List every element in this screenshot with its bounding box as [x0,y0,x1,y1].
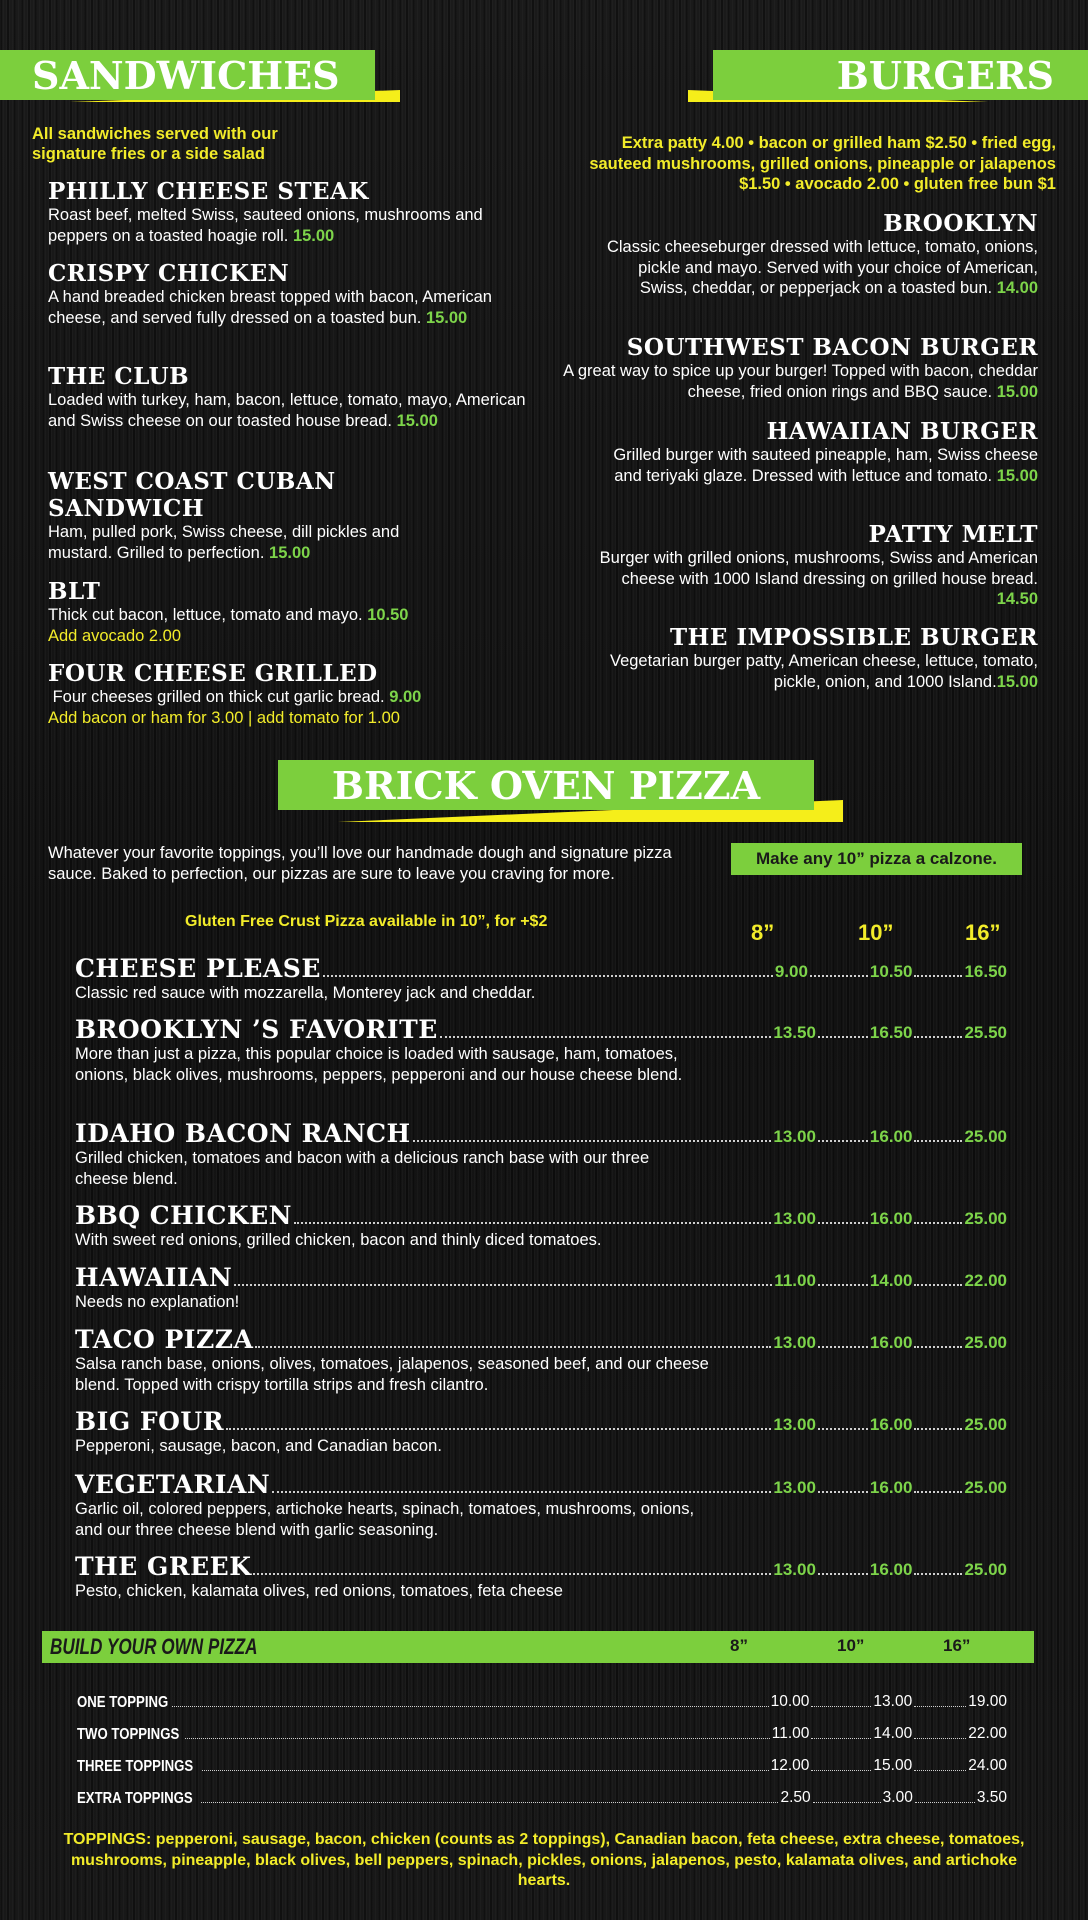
item-price: 15.00 [396,411,438,430]
byo-price-10: 13.00 [873,1693,913,1710]
item-price: 14.00 [996,279,1038,297]
pizza-item [75,1408,1007,1457]
byo-row [77,1690,1007,1712]
item-title: PHILLY CHEESE STEAK [48,178,369,205]
leader-dots [813,1802,881,1803]
byo-price-8: 2.50 [780,1789,811,1806]
pizza-desc: Garlic oil, colored peppers, artichoke hearts, spinach, tomatoes, mushrooms, onions, and our three cheese blend with garlic seasoning. [75,1500,695,1539]
byo-row [77,1722,1007,1744]
leader-dots [818,1222,868,1224]
price-10: 10.50 [869,962,913,981]
byo-price-16: 3.50 [976,1789,1007,1806]
byo-price-8: 12.00 [770,1757,810,1774]
item-desc: Ham, pulled pork, Swiss cheese, dill pickles and mustard. Grilled to perfection. 15.00 [48,523,400,562]
leader-dots [914,1140,962,1142]
item-desc: Four cheeses grilled on thick cut garlic bread. 9.00 [52,688,422,706]
leader-dots [818,1573,868,1575]
leader-dots [294,1222,771,1224]
byo-price-10: 15.00 [873,1757,913,1774]
pizza-desc: Pepperoni, sausage, bacon, and Canadian bacon. [75,1437,442,1455]
leader-dots [818,1140,868,1142]
calzone-callout: Make any 10” pizza a calzone. [731,843,1022,875]
pizza-desc: Classic red sauce with mozzarella, Monterey jack and cheddar. [75,984,536,1002]
price-8: 13.00 [773,1415,816,1434]
item-price: 15.00 [269,543,311,562]
burger-item [538,334,1038,402]
burgers-banner [688,50,1088,112]
sandwich-item [48,178,528,246]
leader-dots [202,1770,769,1771]
pizza-banner [278,760,843,824]
leader-dots [914,1706,966,1707]
byo-size-10: 10” [837,1636,865,1655]
item-addon: Add bacon or ham for 3.00 | add tomato for 1.00 [48,708,400,727]
item-price: 10.50 [367,606,409,624]
burger-item [538,624,1038,692]
item-price: 14.50 [996,590,1038,608]
leader-dots [818,1036,868,1038]
price-10: 16.00 [869,1209,913,1228]
byo-label: TWO TOPPINGS [77,1726,180,1743]
sandwiches-title: SANDWICHES [0,50,375,100]
item-price: 15.00 [996,382,1038,401]
price-16: 25.00 [964,1209,1007,1228]
price-8: 9.00 [774,962,808,981]
leader-dots [234,1284,772,1286]
size-16-header: 16” [965,920,1001,945]
byo-price-8: 10.00 [770,1693,810,1710]
pizza-item [75,1326,1007,1395]
leader-dots [914,1573,962,1575]
toppings-list: TOPPINGS: pepperoni, sausage, bacon, chicken (counts as 2 toppings), Canadian bacon, feta cheese, extra cheese, tomatoes, mushrooms, pineapple, black olives, bell peppers, spinach, pickles, onions, jalapenos, pesto, kalamata olives, and artichoke hearts. [63,1831,1025,1889]
byo-label: ONE TOPPING [77,1694,169,1711]
sandwich-item [48,660,528,728]
pizza-desc: Needs no explanation! [75,1293,240,1311]
pizza-item [75,1264,1007,1313]
price-16: 25.50 [964,1023,1007,1042]
pizza-desc: More than just a pizza, this popular choice is loaded with sausage, ham, tomatoes, onions, black olives, mushrooms, peppers, pepperoni and our house cheese blend. [75,1045,683,1084]
leader-dots [255,1346,771,1348]
leader-dots [914,1770,966,1771]
price-8: 13.50 [773,1023,816,1042]
byo-price-16: 24.00 [968,1757,1007,1774]
leader-dots [201,1802,778,1803]
item-title: HAWAIIAN BURGER [766,418,1038,445]
leader-dots [185,1738,769,1739]
burgers-title: BURGERS [713,50,1088,100]
pizza-desc: Pesto, chicken, kalamata olives, red onions, tomatoes, feta cheese [75,1582,563,1600]
price-16: 25.00 [964,1127,1007,1146]
price-10: 16.00 [869,1333,913,1352]
leader-dots [818,1346,868,1348]
size-10-header: 10” [858,920,894,945]
item-desc: A great way to spice up your burger! Topped with bacon, cheddar cheese, fried onion rings and BBQ sauce. 15.00 [563,362,1038,401]
item-title: BLT [48,578,101,605]
pizza-item [75,1120,1007,1189]
byo-price-16: 22.00 [968,1725,1007,1742]
leader-dots [811,1770,871,1771]
price-10: 16.00 [869,1560,913,1579]
sandwiches-banner [0,50,402,112]
price-16: 25.00 [964,1415,1007,1434]
leader-dots [172,1706,768,1707]
byo-row [77,1786,1007,1808]
item-desc: Loaded with turkey, ham, bacon, lettuce, tomato, mayo, American and Swiss cheese on our toasted house bread. 15.00 [48,391,526,430]
pizza-item [75,1471,1007,1540]
item-addon: Add avocado 2.00 [48,626,182,645]
leader-dots [914,975,962,977]
pizza-desc: Salsa ranch base, onions, olives, tomatoes, jalapenos, seasoned beef, and our cheese blend. Topped with crispy tortilla strips and fresh cilantro. [75,1355,709,1394]
byo-price-10: 3.00 [882,1789,913,1806]
leader-dots [818,1284,868,1286]
pizza-name: IDAHO BACON RANCH [75,1119,411,1148]
sandwich-item [48,468,468,563]
item-title: FOUR CHEESE GRILLED [48,660,378,687]
pizza-name: BIG FOUR [75,1407,224,1436]
leader-dots [413,1140,772,1142]
price-16: 25.00 [964,1478,1007,1497]
pizza-intro: Whatever your favorite toppings, you’ll love our handmade dough and signature pizza sauce. Baked to perfection, our pizzas are sure to leave you craving for more. [48,844,672,883]
pizza-item [75,1016,1007,1085]
sandwich-item [48,363,538,431]
price-16: 16.50 [964,962,1007,981]
byo-price-16: 19.00 [968,1693,1007,1710]
pizza-desc: With sweet red onions, grilled chicken, bacon and thinly diced tomatoes. [75,1231,602,1249]
leader-dots [914,1036,962,1038]
item-title: WEST COAST CUBAN SANDWICH [48,468,336,522]
leader-dots [323,975,773,977]
byo-row [77,1754,1007,1776]
pizza-item [75,1553,1007,1602]
pizza-name: CHEESE PLEASE [75,954,321,983]
price-8: 13.00 [773,1209,816,1228]
byo-size-16: 16” [943,1636,971,1655]
price-10: 16.00 [869,1415,913,1434]
price-10: 16.00 [869,1127,913,1146]
pizza-name: BROOKLYN ’S FAVORITE [75,1015,438,1044]
burger-item [538,418,1038,486]
leader-dots [810,975,868,977]
item-price: 15.00 [996,466,1038,485]
price-8: 13.00 [773,1478,816,1497]
price-8: 11.00 [774,1271,816,1290]
item-title: THE CLUB [48,363,190,390]
byo-price-8: 11.00 [771,1725,810,1742]
sandwich-item [48,578,528,646]
item-price: 15.00 [425,308,468,327]
pizza-desc: Grilled chicken, tomatoes and bacon with a delicious ranch base with our three cheese blend. [75,1149,650,1188]
leader-dots [914,1738,966,1739]
leader-dots [818,1491,868,1493]
leader-dots [272,1491,771,1493]
burger-item [538,210,1038,299]
item-title: SOUTHWEST BACON BURGER [626,334,1038,361]
price-10: 16.00 [869,1478,913,1497]
leader-dots [914,1346,962,1348]
item-desc: Burger with grilled onions, mushrooms, Swiss and American cheese with 1000 Island dressing on grilled house bread. 14.50 [599,549,1038,608]
size-8-header: 8” [751,920,775,945]
item-price: 15.00 [996,672,1038,691]
leader-dots [226,1428,771,1430]
item-title: PATTY MELT [868,521,1038,548]
leader-dots [253,1573,771,1575]
byo-size-8: 8” [730,1636,748,1655]
item-title: CRISPY CHICKEN [48,260,290,287]
leader-dots [818,1428,868,1430]
item-desc: Classic cheeseburger dressed with lettuce, tomato, onions, pickle and mayo. Served with your choice of American, Swiss, cheddar, or pepperjack on a toasted bun. 14.00 [606,238,1038,297]
item-price: 9.00 [389,688,422,706]
pizza-title: BRICK OVEN PIZZA [278,760,814,810]
price-8: 13.00 [773,1333,816,1352]
item-desc: Vegetarian burger patty, American cheese, lettuce, tomato, pickle, onion, and 1000 Island.15.00 [609,652,1038,691]
pizza-item [75,955,1007,1004]
price-16: 25.00 [964,1560,1007,1579]
price-8: 13.00 [773,1127,816,1146]
item-price: 15.00 [292,226,335,245]
byo-header-bar [42,1631,1034,1663]
pizza-item [75,1202,1007,1251]
leader-dots [914,1284,962,1286]
burger-item [538,521,1038,610]
leader-dots [811,1738,871,1739]
item-title: THE IMPOSSIBLE BURGER [670,624,1038,651]
item-desc: Thick cut bacon, lettuce, tomato and mayo. 10.50 [48,606,409,624]
leader-dots [915,1802,975,1803]
leader-dots [440,1036,772,1038]
gluten-free-note: Gluten Free Crust Pizza available in 10”, for +$2 [185,913,548,930]
item-desc: Roast beef, melted Swiss, sauteed onions, mushrooms and peppers on a toasted hoagie roll. 15.00 [48,206,483,245]
pizza-name: BBQ CHICKEN [75,1201,292,1230]
price-16: 25.00 [964,1333,1007,1352]
byo-label: THREE TOPPINGS [77,1758,194,1775]
byo-label: EXTRA TOPPINGS [77,1790,193,1807]
price-8: 13.00 [773,1560,816,1579]
item-desc: Grilled burger with sauteed pineapple, ham, Swiss cheese and teriyaki glaze. Dressed with lettuce and tomato. 15.00 [613,446,1038,485]
leader-dots [914,1491,962,1493]
price-10: 14.00 [869,1271,913,1290]
price-10: 16.50 [869,1023,913,1042]
leader-dots [811,1706,871,1707]
byo-price-10: 14.00 [873,1725,913,1742]
byo-title: BUILD YOUR OWN PIZZA [50,1634,258,1659]
sandwich-item [48,260,528,328]
leader-dots [914,1222,962,1224]
pizza-name: VEGETARIAN [75,1470,271,1499]
item-desc: A hand breaded chicken breast topped with bacon, American cheese, and served fully dressed on a toasted bun. 15.00 [48,288,492,327]
sandwiches-note: All sandwiches served with our signature fries or a side salad [32,125,278,163]
price-16: 22.00 [964,1271,1007,1290]
pizza-name: THE GREEK [75,1552,252,1581]
item-title: BROOKLYN [883,210,1038,237]
burgers-note: Extra patty 4.00 • bacon or grilled ham $2.50 • fried egg, sauteed mushrooms, grilled onions, pineapple or jalapenos $1.50 • avocado 2.00 • gluten free bun $1 [589,134,1056,193]
pizza-name: HAWAIIAN [75,1263,233,1292]
leader-dots [914,1428,962,1430]
pizza-name: TACO PIZZA [75,1325,254,1354]
